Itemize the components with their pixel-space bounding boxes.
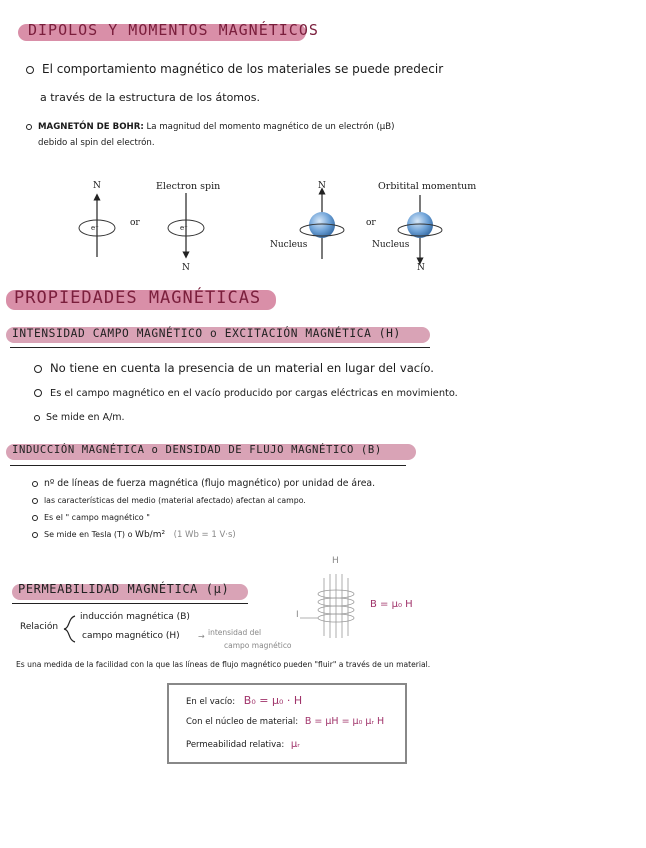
- bullet-text: No tiene en cuenta la presencia de un material en lugar del vacío.: [50, 361, 434, 375]
- brace-icon: [62, 614, 76, 644]
- relacion-item-b: inducción magnética (B): [80, 612, 190, 622]
- term-magneton-bohr: MAGNETÓN DE BOHR:: [38, 122, 144, 132]
- subsection-title-permeabilidad: PERMEABILIDAD MAGNÉTICA (μ): [18, 582, 230, 596]
- label-n: N: [318, 181, 326, 191]
- bullet-text: Se mide en A/m.: [46, 412, 125, 423]
- subsection-title-induccion: INDUCCIÓN MAGNÉTICA o DENSIDAD DE FLUJO MAGNÉTICO (B): [12, 444, 382, 456]
- unit-wb-m2: Wb/m²: [135, 530, 166, 540]
- label-e: e⁻: [180, 224, 188, 232]
- bullet-continuation: a través de la estructura de los átomos.: [40, 91, 260, 104]
- bullet-induccion-4: [32, 530, 236, 540]
- label-electron-spin: Electron spin: [156, 181, 221, 192]
- relacion-arrow: →: [198, 632, 205, 641]
- bullet-icon: [32, 515, 38, 521]
- section-title-dipolos: DIPOLOS Y MOMENTOS MAGNÉTICOS: [28, 21, 319, 39]
- label-or: or: [366, 218, 376, 228]
- bullet-text: las características del medio (material afectado) afectan al campo.: [44, 496, 306, 505]
- bullet-icon: [34, 389, 42, 397]
- label-or: or: [130, 218, 140, 228]
- label-orbital-momentum: Orbitital momentum: [378, 181, 477, 192]
- bullet-intensidad-2: [34, 388, 458, 399]
- formula-row-vacuum: [186, 694, 302, 707]
- subsection-title-intensidad: INTENSIDAD CAMPO MAGNÉTICO o EXCITACIÓN MAGNÉTICA (H): [12, 327, 401, 340]
- diagram-label-i: I: [296, 610, 299, 620]
- bullet-text: Es el campo magnético en el vacío producido por cargas eléctricas en movimiento.: [50, 388, 458, 399]
- formula-value: B₀ = μ₀ · H: [243, 694, 303, 707]
- label-n: N: [93, 181, 101, 191]
- formula-value: μᵣ: [290, 739, 300, 750]
- bullet-text: Es el " campo magnético ": [44, 513, 150, 522]
- formula-value: B = μH = μ₀ μᵣ H: [304, 716, 385, 727]
- label-nucleus: Nucleus: [270, 240, 308, 250]
- bullet-magneton: [26, 122, 395, 132]
- bullet-continuation: debido al spin del electrón.: [38, 138, 155, 148]
- label-nucleus: Nucleus: [372, 240, 410, 250]
- bullet-induccion-2: [32, 496, 306, 505]
- bullet-icon: [34, 415, 40, 421]
- bullet-text: nº de líneas de fuerza magnética (flujo magnético) por unidad de área.: [44, 478, 376, 489]
- bullet-icon: [26, 124, 32, 130]
- formula-row-relative: [186, 739, 300, 750]
- bullet-text: El comportamiento magnético de los materiales se puede predecir: [42, 62, 444, 76]
- bullet-icon: [32, 532, 38, 538]
- nucleus-orbital-down: [398, 195, 442, 261]
- bullet-icon: [34, 365, 42, 373]
- divider: [10, 347, 430, 348]
- relacion-note-line1: intensidad del: [208, 628, 262, 637]
- relacion-note-line2: campo magnético: [224, 641, 292, 650]
- relacion-label: Relación: [20, 622, 59, 632]
- diagram-formula: B = μ₀ H: [370, 599, 413, 610]
- label-n: N: [182, 263, 190, 273]
- bullet-text: La magnitud del momento magnético de un electrón (μB): [146, 122, 395, 132]
- bullet-icon: [26, 66, 34, 74]
- bullet-icon: [32, 498, 38, 504]
- divider: [10, 465, 406, 466]
- formula-label: En el vacío:: [186, 697, 236, 707]
- bullet-induccion-1: [32, 478, 375, 489]
- bullet-comportamiento: [26, 62, 443, 76]
- bullet-icon: [32, 481, 38, 487]
- permeabilidad-definition: Es una medida de la facilidad con la que las líneas de flujo magnético pueden "fluir" a través de un material.: [16, 660, 431, 669]
- unit-note: (1 Wb = 1 V·s): [173, 530, 236, 540]
- label-e: e⁻: [91, 224, 99, 232]
- solenoid-diagram: [292, 560, 372, 640]
- section-title-propiedades: PROPIEDADES MAGNÉTICAS: [14, 288, 262, 308]
- bullet-text: Se mide en Tesla (T) o: [44, 530, 133, 539]
- diagram-label-h: H: [332, 556, 339, 566]
- relacion-item-h: campo magnético (H): [82, 631, 180, 641]
- formula-label: Con el núcleo de material:: [186, 717, 299, 727]
- bullet-intensidad-3: [34, 412, 125, 423]
- bullet-induccion-3: [32, 513, 150, 522]
- label-n: N: [417, 263, 425, 273]
- formula-row-material: [186, 716, 384, 727]
- formula-label: Permeabilidad relativa:: [186, 740, 285, 750]
- bullet-intensidad-1: [34, 361, 434, 375]
- divider: [12, 603, 248, 604]
